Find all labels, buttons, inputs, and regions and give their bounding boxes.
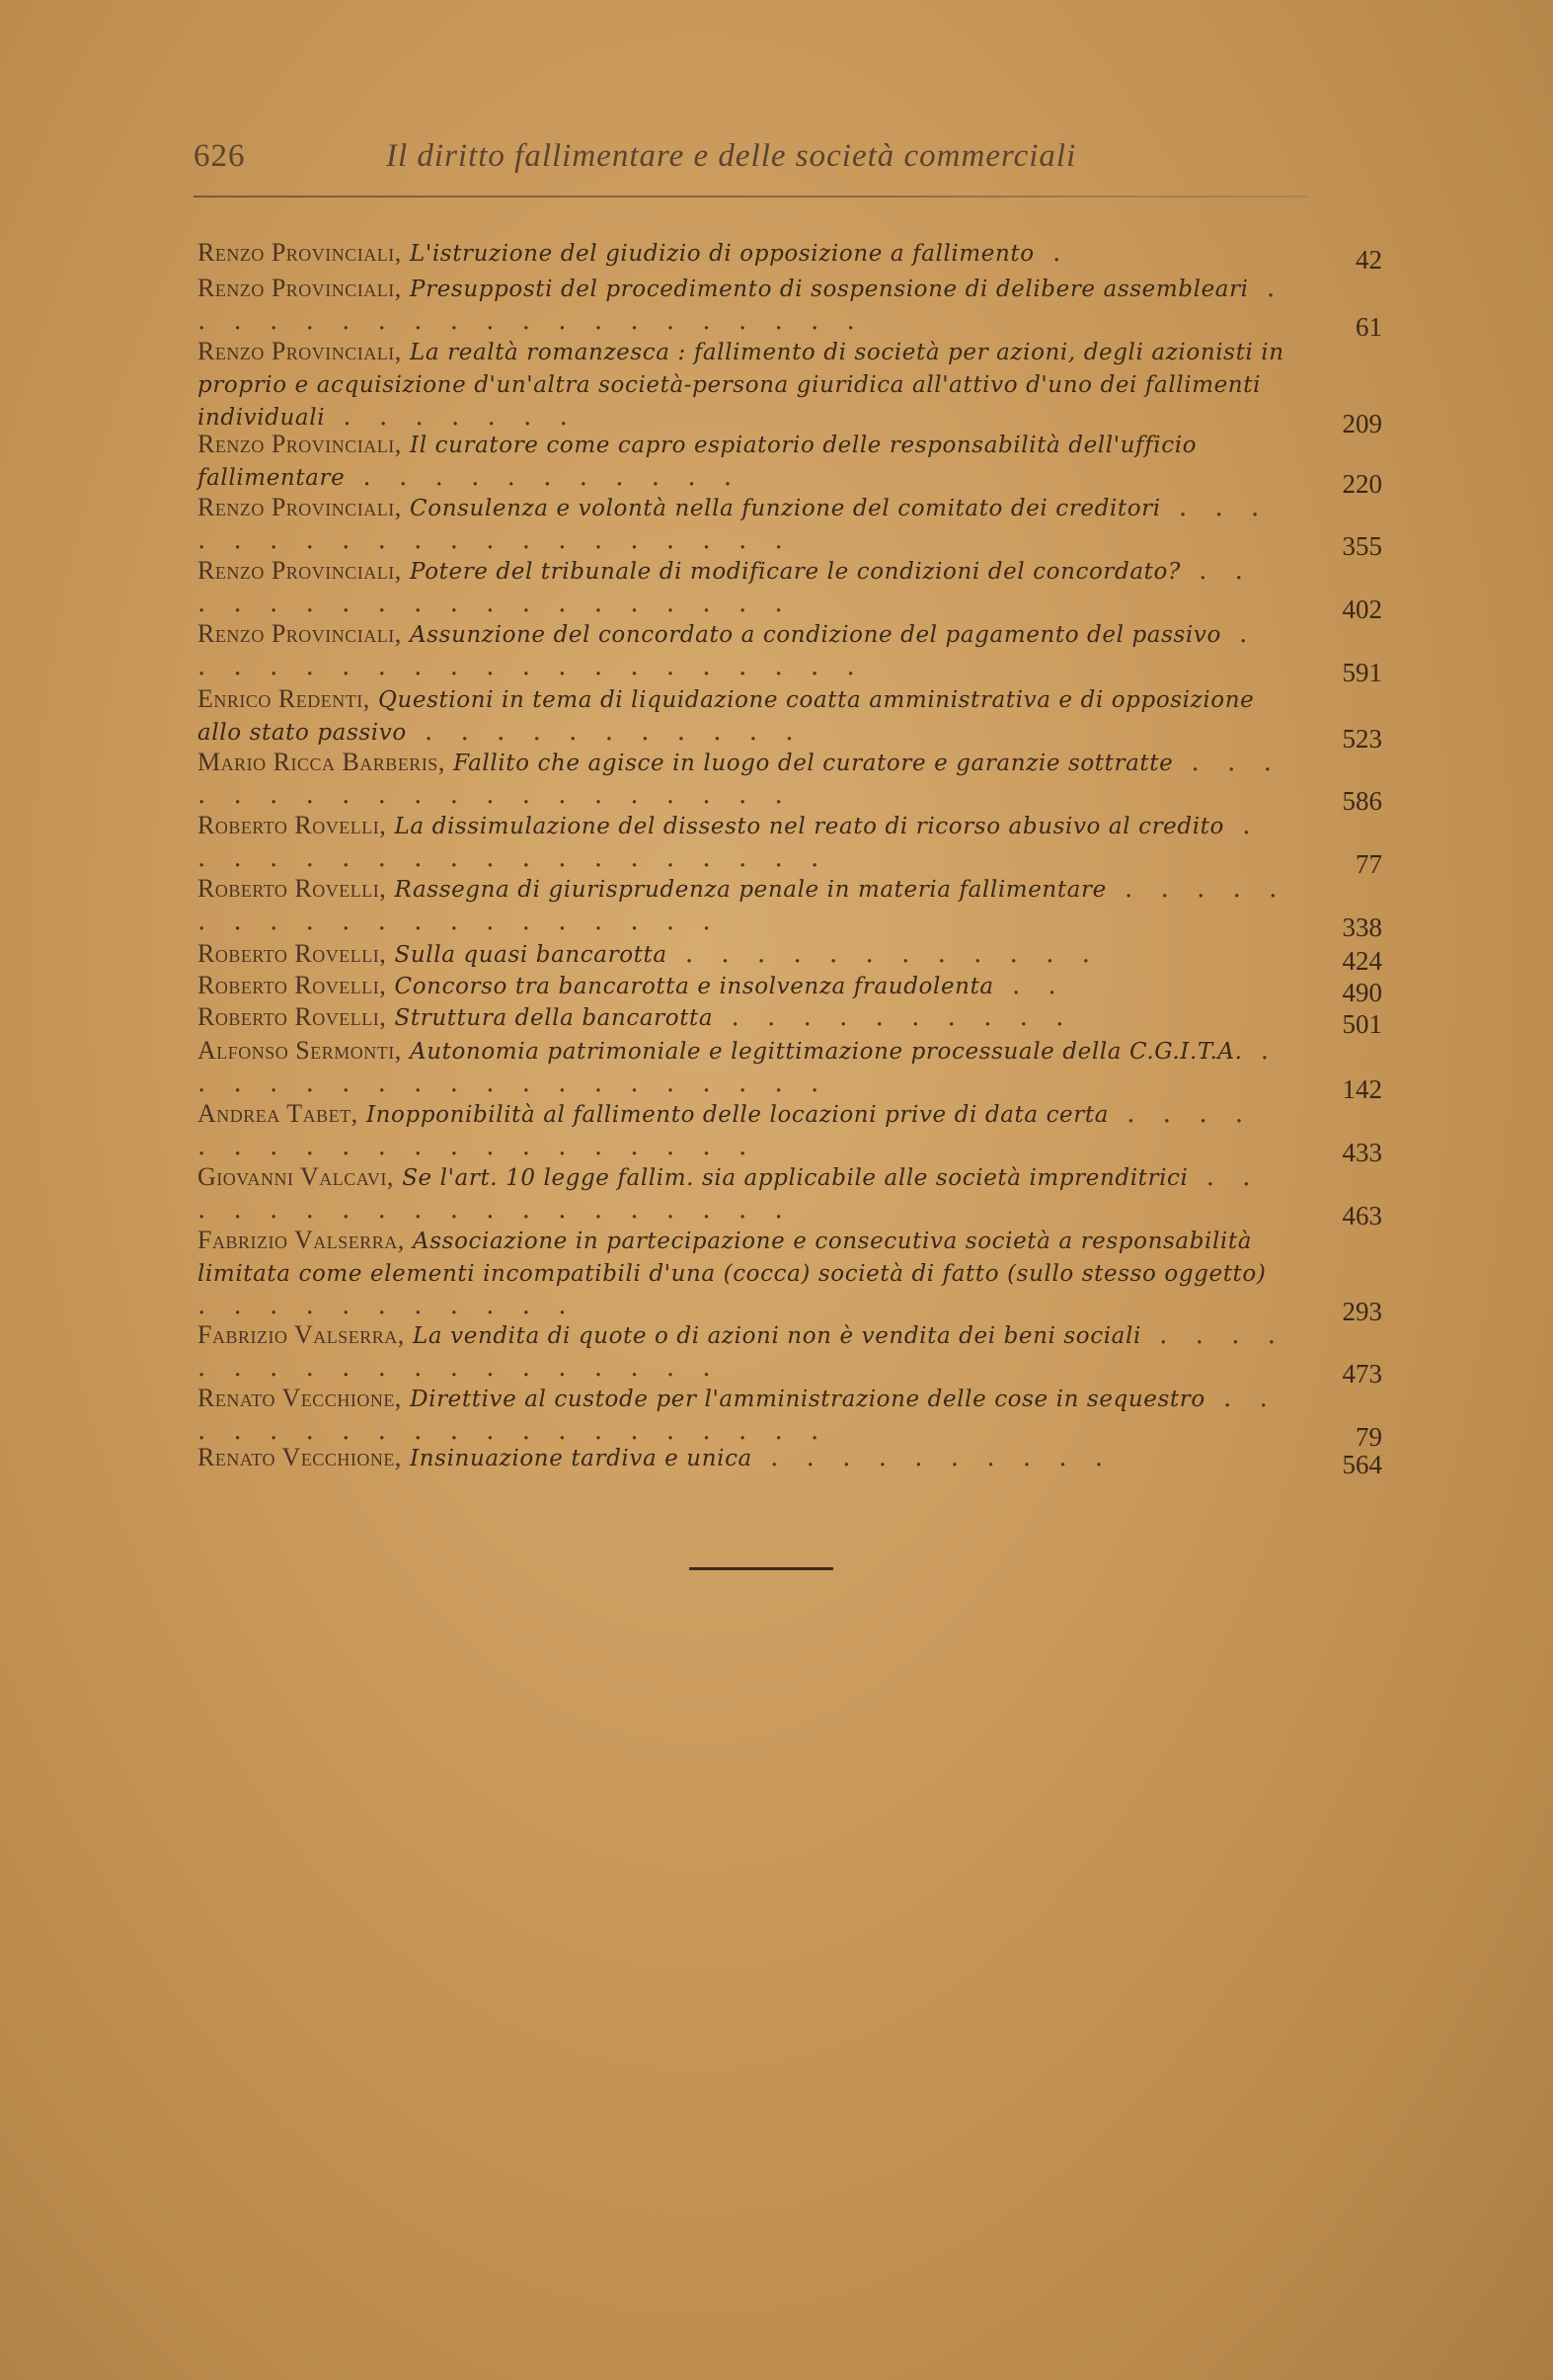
entry-text — [197, 810, 1288, 874]
dot-leader: . . . . . . . . . . . — [345, 462, 742, 492]
entry-text — [197, 747, 1288, 811]
entry-author: Renato Vecchione, — [197, 1384, 402, 1412]
entry-author: Renzo Provinciali, — [197, 238, 402, 267]
entry-title: Presupposti del procedimento di sospensione di delibere assembleari — [410, 277, 1249, 302]
dot-leader: . . . . . . . . . . . . . . . . . . . . — [197, 1384, 1278, 1446]
entry-page-number: 402 — [1342, 595, 1382, 624]
dot-leader: . . . . . . . — [325, 402, 578, 432]
dot-leader: . . . . . . . . . . . . . . . . . . . . — [197, 748, 1281, 810]
dot-leader: . . . . . . . . . . . . . . . . . . . . — [197, 274, 1285, 336]
entry-author: Enrico Redenti, — [197, 684, 370, 713]
entry-page-number: 142 — [1342, 1074, 1382, 1104]
entry-title: Consulenza e volontà nella funzione del comitato dei creditori — [410, 496, 1161, 521]
dot-leader: . . . . . . . . . . . . . . . . . . . . — [197, 874, 1287, 936]
entry-text — [197, 873, 1288, 937]
toc-entry — [197, 970, 1382, 1007]
page-number: 626 — [194, 138, 246, 174]
running-title: Il diritto fallimentare e delle società commerciali — [386, 138, 1077, 174]
toc-entry — [197, 1383, 1382, 1452]
entry-page-number: 586 — [1342, 786, 1382, 816]
entry-title: Inopponibilità al fallimento delle locazioni prive di data certa — [365, 1102, 1110, 1128]
entry-author: Alfonso Sermonti, — [197, 1036, 402, 1065]
entry-author: Fabrizio Valserra, — [197, 1320, 405, 1349]
entry-page-number: 61 — [1356, 312, 1382, 342]
entry-page-number: 463 — [1342, 1201, 1382, 1230]
entry-text — [197, 429, 1288, 494]
dot-leader: . . . . . . . . . . . . . . . . . . . . — [197, 493, 1270, 555]
dot-leader: . . . . . . . . . . — [751, 1443, 1114, 1472]
entry-text — [197, 683, 1288, 749]
entry-author: Fabrizio Valserra, — [197, 1226, 405, 1254]
dot-leader: . . . . . . . . . . . . . . . . . . . . — [197, 619, 1258, 681]
entry-page-number: 77 — [1356, 849, 1382, 879]
entry-page-number: 473 — [1342, 1359, 1382, 1388]
entry-page-number: 355 — [1342, 531, 1382, 561]
entry-author: Roberto Rovelli, — [197, 939, 387, 968]
entry-page-number: 490 — [1342, 978, 1382, 1007]
toc-entry — [197, 810, 1382, 879]
toc-entry — [197, 618, 1382, 687]
entry-page-number: 501 — [1342, 1009, 1382, 1039]
toc-entry — [197, 555, 1382, 624]
header-rule — [194, 196, 1309, 198]
entry-text — [197, 1319, 1288, 1384]
entry-title: Insinuazione tardiva e unica — [410, 1446, 752, 1471]
entry-author: Mario Ricca Barberis, — [197, 748, 445, 776]
entry-author: Renzo Provinciali, — [197, 337, 402, 365]
entry-title: Se l'art. 10 legge fallim. sia applicabile alle società imprenditrici — [402, 1165, 1189, 1191]
entry-page-number: 523 — [1342, 724, 1382, 754]
entry-text — [197, 1161, 1288, 1226]
entry-title: Concorso tra bancarotta e insolvenza fraudolenta — [394, 974, 994, 999]
dot-leader: . . . . . . . . . . . . . . . . . . . — [197, 1036, 1280, 1098]
entry-author: Renzo Provinciali, — [197, 493, 402, 521]
entry-text — [197, 1098, 1288, 1162]
entry-page-number: 42 — [1356, 245, 1382, 275]
entry-page-number: 293 — [1342, 1297, 1382, 1326]
toc-entry — [197, 873, 1382, 942]
entry-title: Associazione in partecipazione e consecutiva società a responsabilità limitata come elementi incompatibili d'una (cocca) società di fatto (sullo stesso oggetto) — [197, 1229, 1267, 1287]
entry-text — [197, 237, 1288, 270]
toc-entry — [197, 1035, 1382, 1104]
entry-title: Rassegna di giurisprudenza penale in materia fallimentare — [394, 877, 1107, 903]
entry-title: Fallito che agisce in luogo del curatore e garanzie sottratte — [453, 751, 1174, 776]
toc-entry — [197, 1161, 1382, 1230]
entry-text — [197, 273, 1288, 337]
toc-entry — [197, 747, 1382, 816]
entry-title: La realtà romanzesca : fallimento di società per azioni, degli azionisti in proprio e acquisizione d'un'altra società-persona giuridica all'attivo d'uno dei fallimenti individuali — [197, 340, 1284, 431]
toc-entry — [197, 1319, 1382, 1388]
entry-title: Potere del tribunale di modificare le condizioni del concordato? — [410, 559, 1181, 585]
entry-author: Giovanni Valcavi, — [197, 1162, 394, 1191]
dot-leader: . . . . . . . . . . . — [197, 1291, 577, 1320]
entry-author: Roberto Rovelli, — [197, 874, 387, 903]
entry-title: Sulla quasi bancarotta — [394, 942, 667, 968]
entry-page-number: 79 — [1356, 1422, 1382, 1452]
toc-entry — [197, 429, 1382, 499]
entry-author: Renzo Provinciali, — [197, 619, 402, 648]
toc-entry — [197, 273, 1382, 342]
page-header — [194, 138, 1260, 188]
entry-text — [197, 336, 1288, 434]
entry-title: Assunzione del concordato a condizione del pagamento del passivo — [410, 622, 1221, 648]
entry-text — [197, 618, 1288, 682]
toc-entry — [197, 683, 1382, 754]
dot-leader: . . . . . . . . . . . . . . . . . . . . — [197, 1099, 1254, 1161]
entry-author: Roberto Rovelli, — [197, 1002, 387, 1031]
dot-leader: . . . . . . . . . . — [713, 1002, 1074, 1032]
entry-title: Il curatore come capro espiatorio delle responsabilità dell'ufficio fallimentare — [197, 433, 1198, 491]
dot-leader: . . . . . . . . . . . . . . . . . . . — [197, 556, 1253, 618]
dot-leader: . . . . . . . . . . . . . . . . . . . — [197, 1162, 1261, 1225]
dot-leader: . . . . . . . . . . . — [406, 717, 804, 747]
entry-page-number: 338 — [1342, 912, 1382, 942]
entry-author: Renato Vecchione, — [197, 1443, 402, 1471]
toc-entry — [197, 1001, 1382, 1039]
entry-text — [197, 1442, 1288, 1474]
entry-text — [197, 1383, 1288, 1447]
entry-page-number: 433 — [1342, 1138, 1382, 1167]
entry-text — [197, 1225, 1288, 1321]
dot-leader: . . . . . . . . . . . . — [666, 939, 1100, 969]
toc-entry — [197, 492, 1382, 561]
entry-page-number: 591 — [1342, 658, 1382, 687]
entry-text — [197, 555, 1288, 619]
entry-title: Autonomia patrimoniale e legittimazione processuale della C.G.I.T.A. — [410, 1039, 1243, 1065]
dot-leader: . . . . . . . . . . . . . . . . . . . — [197, 811, 1261, 873]
entry-title: La vendita di quote o di azioni non è vendita dei beni sociali — [413, 1323, 1141, 1349]
entry-author: Roberto Rovelli, — [197, 811, 387, 839]
entry-page-number: 209 — [1342, 409, 1382, 438]
toc-entry — [197, 237, 1382, 275]
toc-entry — [197, 336, 1382, 438]
entry-page-number: 424 — [1342, 946, 1382, 976]
toc-entry — [197, 1098, 1382, 1167]
entry-text — [197, 970, 1288, 1002]
toc-entry — [197, 1442, 1382, 1479]
toc-entry — [197, 1225, 1382, 1326]
end-rule — [689, 1567, 833, 1570]
entry-text — [197, 1035, 1288, 1099]
entry-title: Questioni in tema di liquidazione coatta amministrativa e di opposizione allo stato passivo — [197, 687, 1255, 746]
dot-leader: . . — [993, 971, 1066, 1000]
entry-author: Andrea Tabet, — [197, 1099, 358, 1128]
entry-page-number: 564 — [1342, 1450, 1382, 1479]
entry-title: Direttive al custode per l'amministrazione delle cose in sequestro — [410, 1387, 1205, 1412]
entry-text — [197, 1001, 1288, 1034]
dot-leader: . — [1034, 238, 1071, 268]
toc-entry — [197, 938, 1382, 976]
dot-leader: . . . . . . . . . . . . . . . . . . . — [197, 1320, 1286, 1383]
entry-page-number: 220 — [1342, 469, 1382, 499]
entry-text — [197, 938, 1288, 971]
entry-author: Roberto Rovelli, — [197, 971, 387, 999]
entry-author: Renzo Provinciali, — [197, 430, 402, 458]
entry-title: L'istruzione del giudizio di opposizione a fallimento — [410, 241, 1035, 267]
entry-title: La dissimulazione del dissesto nel reato di ricorso abusivo al credito — [394, 814, 1224, 839]
entry-title: Struttura della bancarotta — [394, 1005, 714, 1031]
entry-text — [197, 492, 1288, 556]
entry-author: Renzo Provinciali, — [197, 556, 402, 585]
entry-author: Renzo Provinciali, — [197, 274, 402, 302]
